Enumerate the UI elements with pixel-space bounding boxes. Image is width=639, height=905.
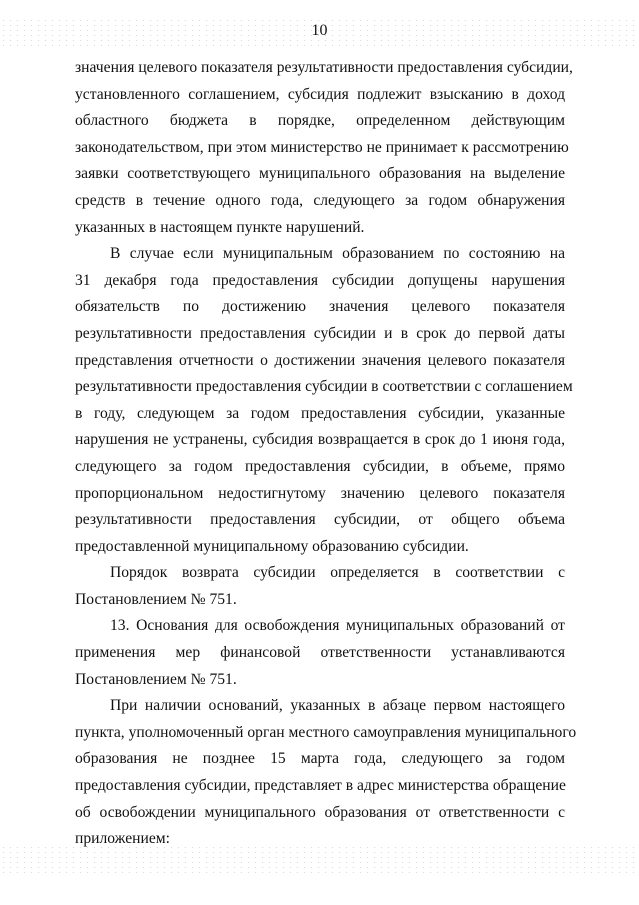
text-line: средств в течение одного года, следующего за годом обнаружения <box>75 191 565 209</box>
text-line: образования не позднее 15 марта года, следующего за годом <box>75 750 565 768</box>
text-line: нарушения не устранены, субсидия возвращается в срок до 1 июня года, <box>75 431 565 449</box>
text-line: об освобождении муниципального образования от ответственности с <box>75 803 565 821</box>
text-line: результативности предоставления субсидии и в срок до первой даты <box>75 324 565 342</box>
text-line: результативности предоставления субсидии, от общего объема <box>75 511 565 529</box>
paragraph <box>75 241 573 560</box>
text-line: предоставления субсидии, представляет в адрес министерства обращение <box>75 777 566 795</box>
text-line: областного бюджета в порядке, определенном действующим <box>75 112 565 130</box>
text-line: применения мер финансовой ответственности устанавливаются <box>75 644 565 662</box>
document-body <box>75 55 577 853</box>
text-line: следующего за годом предоставления субсидии, в объеме, прямо <box>75 457 565 475</box>
paragraph <box>75 693 577 853</box>
text-line: заявки соответствующего муниципального образования на выделение <box>75 165 565 183</box>
text-line: законодательством, при этом министерство не принимает к рассмотрению <box>75 138 569 156</box>
text-line: пропорциональном недостигнутому значению целевого показателя <box>75 484 565 502</box>
text-line: Порядок возврата субсидии определяется в соответствии с <box>110 564 565 582</box>
text-line: пункта, уполномоченный орган местного самоуправления муниципального <box>75 723 577 741</box>
text-line: результативности предоставления субсидии в соответствии с соглашением <box>75 378 573 396</box>
text-line: представления отчетности о достижении значения целевого показателя <box>75 351 565 369</box>
paragraph <box>75 560 565 613</box>
text-line: 31 декабря года предоставления субсидии допущены нарушения <box>75 271 565 289</box>
page-number: 10 <box>311 22 328 39</box>
text-line: Постановлением № 751. <box>75 590 237 608</box>
text-line: приложением: <box>75 830 170 848</box>
paragraph <box>75 55 573 241</box>
text-line: в году, следующем за годом предоставления субсидии, указанные <box>75 404 565 422</box>
text-line: Постановлением № 751. <box>75 670 237 688</box>
text-line: При наличии оснований, указанных в абзаце первом настоящего <box>110 697 565 715</box>
text-line: указанных в настоящем пункте нарушений. <box>75 218 365 236</box>
text-line: предоставленной муниципальному образованию субсидии. <box>75 537 469 555</box>
text-line: обязательств по достижению значения целевого показателя <box>75 298 565 316</box>
text-line: установленного соглашением, субсидия подлежит взысканию в доход <box>75 85 565 103</box>
text-line: В случае если муниципальным образованием по состоянию на <box>110 245 565 263</box>
text-line: 13. Основания для освобождения муниципальных образований от <box>110 617 565 635</box>
text-line: значения целевого показателя результативности предоставления субсидии, <box>75 59 573 76</box>
paragraph <box>75 613 565 693</box>
